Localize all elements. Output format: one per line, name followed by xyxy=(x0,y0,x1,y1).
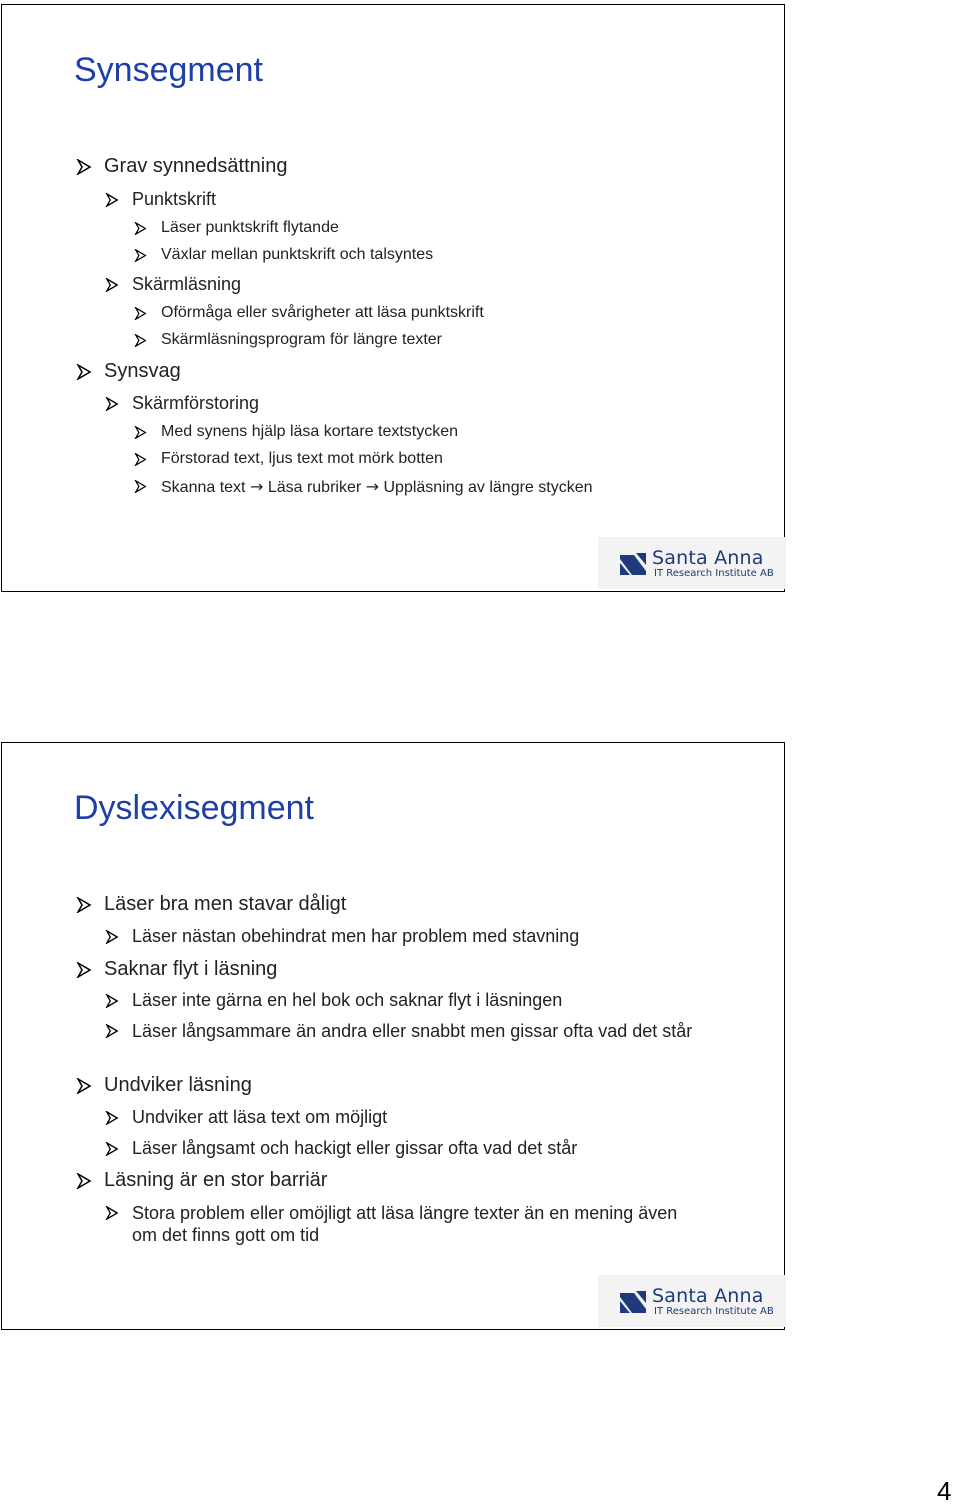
bullet-level1 xyxy=(76,958,277,981)
arrow-bullet-icon xyxy=(105,397,119,411)
bullet-level1 xyxy=(76,1169,327,1192)
bullet-text: Läser inte gärna en hel bok och saknar flyt i läsningen xyxy=(132,990,563,1010)
slide-title: Synsegment xyxy=(74,51,263,89)
bullet-text: Läsning är en stor barriär xyxy=(104,1169,328,1191)
arrow-bullet-icon xyxy=(134,426,147,439)
slide-synsegment xyxy=(1,4,785,592)
bullet-level2 xyxy=(105,1202,685,1246)
bullet-text-part: Läsa rubriker xyxy=(267,479,362,496)
bullet-text: Läser nästan obehindrat men har problem med stavning xyxy=(132,926,580,946)
bullet-text: Oförmåga eller svårigheter att läsa punktskrift xyxy=(161,304,484,321)
bullet-level2 xyxy=(105,189,216,210)
bullet-text: Skärmläsning xyxy=(132,274,242,294)
arrow-bullet-icon xyxy=(76,364,92,380)
bullet-text: Synsvag xyxy=(104,360,181,382)
bullet-level2 xyxy=(105,1138,577,1159)
arrow-bullet-icon xyxy=(76,159,92,175)
arrow-bullet-icon xyxy=(76,897,92,913)
bullet-text: Skärmläsningsprogram för längre texter xyxy=(161,331,443,348)
arrow-bullet-icon xyxy=(105,1024,119,1038)
bullet-level3 xyxy=(134,450,443,468)
arrow-bullet-icon xyxy=(134,307,147,320)
page-number: 4 xyxy=(937,1476,952,1506)
bullet-level3 xyxy=(134,304,484,322)
arrow-bullet-icon xyxy=(105,193,119,207)
santa-anna-logo xyxy=(598,537,786,589)
logo-name: Santa Anna xyxy=(652,547,764,569)
bullet-level3 xyxy=(134,219,339,237)
arrow-bullet-icon xyxy=(134,249,147,262)
arrow-bullet-icon xyxy=(105,1111,119,1125)
bullet-level1 xyxy=(76,360,181,383)
bullet-text xyxy=(161,477,593,497)
slide-title: Dyslexisegment xyxy=(74,789,314,827)
right-arrow-icon: → xyxy=(249,477,264,496)
arrow-bullet-icon xyxy=(105,278,119,292)
bullet-level2 xyxy=(105,1107,387,1128)
bullet-level3 xyxy=(134,423,458,441)
bullet-text: Undviker läsning xyxy=(104,1074,252,1096)
arrow-bullet-icon xyxy=(134,480,147,493)
logo-name: Santa Anna xyxy=(652,1285,764,1307)
bullet-level3 xyxy=(134,331,442,349)
bullet-text: Skärmförstoring xyxy=(132,393,260,413)
arrow-bullet-icon xyxy=(76,1173,92,1189)
bullet-text-part: Skanna text xyxy=(161,479,246,496)
arrow-bullet-icon xyxy=(105,930,119,944)
bullet-level1 xyxy=(76,155,287,178)
bullet-level2 xyxy=(105,926,579,947)
bullet-text: Växlar mellan punktskrift och talsyntes xyxy=(161,246,434,263)
bullet-text: Stora problem eller omöjligt att läsa längre texter än en mening även om det finns gott om tid xyxy=(132,1203,678,1245)
arrow-bullet-icon xyxy=(134,453,147,466)
arrow-bullet-icon xyxy=(134,222,147,235)
bullet-text: Grav synnedsättning xyxy=(104,155,288,177)
right-arrow-icon: → xyxy=(365,477,380,496)
arrow-bullet-icon xyxy=(105,1206,119,1220)
bullet-level2 xyxy=(105,990,562,1011)
bullet-level1 xyxy=(76,1074,252,1097)
logo-subtitle: IT Research Institute AB xyxy=(654,568,774,579)
arrow-bullet-icon xyxy=(134,334,147,347)
bullet-text: Saknar flyt i läsning xyxy=(104,958,278,980)
bullet-level2 xyxy=(105,1020,705,1042)
bullet-text: Undviker att läsa text om möjligt xyxy=(132,1107,388,1127)
bullet-text: Läser långsamt och hackigt eller gissar ofta vad det står xyxy=(132,1138,578,1158)
bullet-level3 xyxy=(134,477,593,497)
bullet-text: Med synens hjälp läsa kortare textstycken xyxy=(161,423,459,440)
bullet-text: Förstorad text, ljus text mot mörk botten xyxy=(161,450,443,467)
bullet-level1 xyxy=(76,893,346,916)
bullet-level3 xyxy=(134,246,433,264)
bullet-text: Punktskrift xyxy=(132,189,217,209)
bullet-level2 xyxy=(105,393,259,414)
bullet-text-part: Uppläsning av längre stycken xyxy=(383,479,593,496)
arrow-bullet-icon xyxy=(76,962,92,978)
arrow-bullet-icon xyxy=(105,994,119,1008)
santa-anna-logo-icon xyxy=(618,551,648,582)
bullet-level2 xyxy=(105,274,241,295)
bullet-text: Läser punktskrift flytande xyxy=(161,219,339,236)
logo-subtitle: IT Research Institute AB xyxy=(654,1306,774,1317)
bullet-text: Läser långsammare än andra eller snabbt men gissar ofta vad det står xyxy=(132,1021,693,1041)
slide-dyslexisegment xyxy=(1,742,785,1330)
arrow-bullet-icon xyxy=(76,1078,92,1094)
bullet-text: Läser bra men stavar dåligt xyxy=(104,893,347,915)
santa-anna-logo xyxy=(598,1275,786,1327)
arrow-bullet-icon xyxy=(105,1142,119,1156)
santa-anna-logo-icon xyxy=(618,1289,648,1320)
